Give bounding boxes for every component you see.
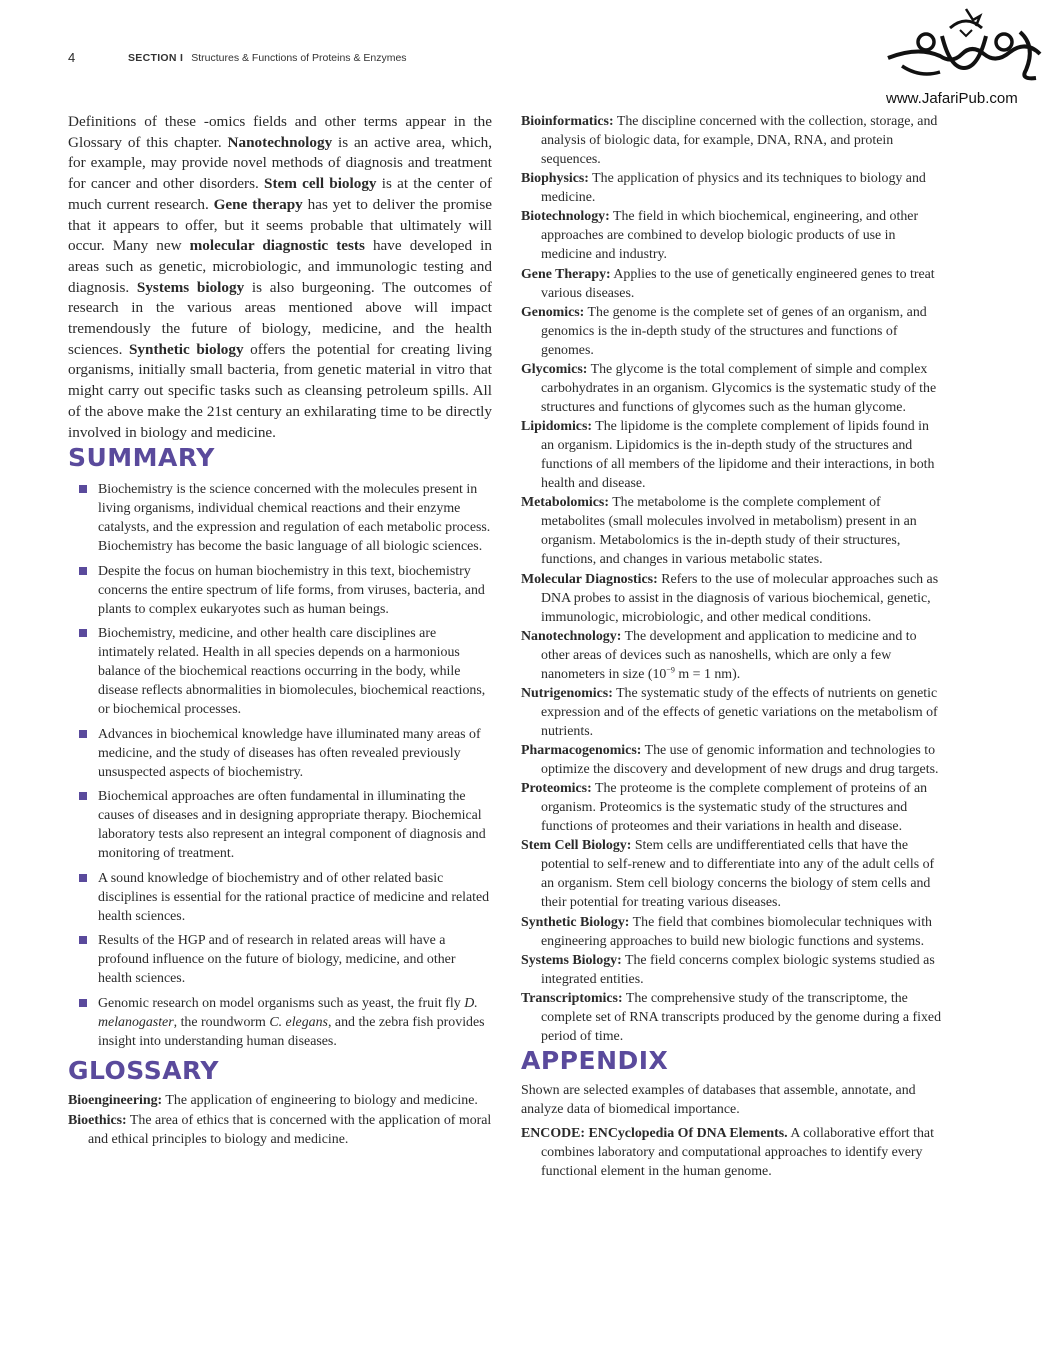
glossary-term: Metabolomics: (521, 495, 609, 511)
glossary-definition: The systematic study of the effects of nutrients on genetic expression and of the effects of genetic variations on the metabolism of nutrients. (541, 685, 938, 739)
right-column (521, 112, 945, 1181)
glossary-term: Synthetic Biology: (521, 914, 630, 930)
glossary-entry (521, 951, 945, 989)
glossary-entry (521, 627, 945, 684)
glossary-entry (521, 989, 945, 1046)
glossary-entry (521, 779, 945, 836)
glossary-definition: The field that combines biomolecular techniques with engineering approaches to build new biologic functions and systems. (541, 914, 933, 949)
square-bullet-icon (79, 792, 87, 800)
glossary-entry (521, 836, 945, 912)
glossary-definition-tail: m = 1 nm). (674, 666, 741, 682)
glossary-definition: The lipidome is the complete complement of lipids found in an organism. Lipidomics is the in-depth study of the structures and functions of all members of the lipidome and their interactions, in both health and disease. (541, 419, 935, 492)
square-bullet-icon (79, 485, 87, 493)
glossary-term: Bioinformatics: (521, 114, 614, 129)
glossary-term: Gene Therapy: (521, 266, 611, 282)
bold-term: Stem cell biology (264, 175, 377, 193)
publisher-logo (880, 6, 1050, 106)
glossary-term: Bioethics: (68, 1112, 127, 1128)
glossary-definition: The discipline concerned with the collection, storage, and analysis of biologic data, for example, DNA, RNA, and protein sequences. (541, 114, 938, 167)
glossary-term: Lipidomics: (521, 419, 593, 435)
appendix-entries (521, 1124, 945, 1181)
left-column (68, 112, 492, 1149)
summary-item (68, 869, 492, 926)
glossary-definition: Stem cells are undifferentiated cells that have the potential to self-renew and to differentiate into any of the adult cells of an organism. Stem cell biology concerns the biology of stem cells and their potential for treating various diseases. (541, 838, 935, 911)
bold-term: molecular diagnostic tests (189, 237, 365, 255)
text-run: have developed in areas such as genetic, microbiologic, and immunologic testing and diagnosis. (68, 237, 492, 296)
glossary-term: Nanotechnology: (521, 628, 622, 644)
glossary-definition: A collaborative effort that combines laboratory and computational approaches to identify every functional element in the human genome. (541, 1126, 934, 1180)
text-run: Advances in biochemical knowledge have illuminated many areas of medicine, and the study of diseases has often revealed previously unsuspected aspects of biochemistry. (98, 726, 481, 780)
glossary-term: Transcriptomics: (521, 991, 623, 1006)
glossary-definition: The use of genomic information and technologies to optimize the discovery and development of new drugs and drug targets. (541, 743, 939, 778)
glossary-term: Systems Biology: (521, 952, 622, 968)
glossary-entry (521, 741, 945, 779)
bold-term: Nanotechnology (227, 133, 333, 151)
glossary-entries-right (521, 112, 945, 1046)
glossary-entry (521, 207, 945, 264)
appendix-intro: Shown are selected examples of databases that assemble, annotate, and analyze data of biomedical importance. (521, 1083, 916, 1118)
text-run: A sound knowledge of biochemistry and of other related basic disciplines is essential for the rational practice of medicine and related health sciences. (98, 870, 490, 924)
text-run: , and the zebra fish provides insight into understanding human diseases. (98, 1014, 485, 1049)
glossary-definition: The proteome is the complete complement of proteins of an organism. Proteomics is the systematic study of the structures and functions of proteomes and their variations in health and disease. (541, 781, 928, 835)
square-bullet-icon (79, 936, 87, 944)
square-bullet-icon (79, 999, 87, 1007)
glossary-term: Genomics: (521, 304, 585, 320)
glossary-definition: The metabolome is the complete complement of metabolites (small molecules involved in metabolism) present in an organism. Metabolomics is the in-depth study of their structures, functions, and changes in various metabolic states. (541, 495, 917, 568)
running-header (128, 52, 407, 64)
summary-heading: SUMMARY (68, 443, 215, 473)
summary-item (68, 787, 492, 863)
glossary-definition: Applies to the use of genetically engineered genes to treat various diseases. (541, 266, 935, 301)
summary-item (68, 931, 492, 988)
glossary-term: Molecular Diagnostics: (521, 571, 658, 587)
glossary-entry (521, 360, 945, 417)
glossary-entry (521, 913, 945, 951)
text-run: offers the potential for creating living organisms, initially small bacteria, from genetic material in vitro that might carry out specific tasks such as cleansing petroleum spills. All of the above make the 21st century an exhilarating time to be directly involved in biology and medicine. (68, 340, 492, 441)
summary-item (68, 624, 492, 719)
glossary-definition: The glycome is the total complement of simple and complex carbohydrates in an organism. Glycomics is the systematic study of the structures and functions of glycomes such as the human glycome. (541, 361, 937, 415)
glossary-entry (521, 169, 945, 207)
appendix-heading: APPENDIX (521, 1046, 669, 1076)
page-number: 4 (68, 50, 76, 65)
text-run: Despite the focus on human biochemistry in this text, biochemistry concerns the entire spectrum of life forms, from viruses, bacteria, and plants to complex eukaryotes such as human beings. (98, 563, 485, 617)
glossary-entry (521, 493, 945, 569)
text-run: Results of the HGP and of research in related areas will have a profound influence on the future of biology, medicine, and other health sciences. (98, 933, 456, 987)
summary-item (68, 994, 492, 1051)
glossary-heading: GLOSSARY (68, 1056, 220, 1086)
summary-item (68, 562, 492, 619)
bold-term: Systems biology (136, 278, 245, 296)
section-label: SECTION I (128, 52, 184, 64)
text-run: has yet to deliver the promise that it appears to offer, but it seems probable that ultimately will occur. Many new (68, 195, 492, 255)
glossary-term: Biotechnology: (521, 209, 610, 225)
text-run: Biochemistry is the science concerned with the molecules present in living organisms, individual chemical reactions and their enzyme catalysts, and the expression and regulation of each metabolic process. Biochemistry has become the basic language of all biologic sciences. (98, 482, 491, 555)
text-run: Definitions of these -omics fields and other terms appear in the Glossary of this chapter. (68, 113, 492, 151)
glossary-entry (521, 265, 945, 303)
italic-text: D. melanogaster (98, 995, 478, 1030)
summary-item (68, 480, 492, 556)
glossary-term: Biophysics: (521, 171, 589, 187)
glossary-entry (68, 1091, 492, 1110)
italic-text: C. elegans (269, 1014, 328, 1030)
text-run: is at the center of much current research. (68, 175, 493, 213)
glossary-definition: The comprehensive study of the transcriptome, the complete set of RNA transcripts produced by the genome during a fixed period of time. (541, 991, 942, 1044)
glossary-definition: The application of physics and its techniques to biology and medicine. (541, 171, 926, 206)
text-run: Biochemical approaches are often fundamental in illuminating the causes of diseases and in designing appropriate therapy. Biochemical laboratory tests also represent an integral component of diagnosis and monitoring of treatment. (98, 789, 486, 862)
glossary-entries-left (68, 1091, 492, 1149)
calligraphy-logo-icon (880, 6, 1050, 90)
glossary-entry (521, 684, 945, 741)
glossary-entry (521, 417, 945, 493)
glossary-definition: The field in which biochemical, engineering, and other approaches are combined to develop biologic products of use in medicine and industry. (541, 209, 919, 263)
glossary-term: Bioengineering: (68, 1093, 163, 1109)
text-run: , the roundworm (173, 1014, 270, 1030)
glossary-entry (521, 303, 945, 360)
square-bullet-icon (79, 629, 87, 637)
glossary-term: Stem Cell Biology: (521, 838, 632, 854)
glossary-term: Nutrigenomics: (521, 685, 613, 701)
text-run: Genomic research on model organisms such as yeast, the fruit fly (98, 995, 465, 1011)
bold-term: Synthetic biology (128, 340, 244, 358)
glossary-term: Glycomics: (521, 361, 588, 377)
glossary-definition: The genome is the complete set of genes of an organism, and genomics is the in-depth study of the structures and functions of genomes. (541, 304, 927, 358)
square-bullet-icon (79, 567, 87, 575)
summary-item (68, 725, 492, 782)
square-bullet-icon (79, 730, 87, 738)
glossary-term: Pharmacogenomics: (521, 743, 642, 759)
bold-term: Gene therapy (213, 195, 303, 213)
square-bullet-icon (79, 874, 87, 882)
glossary-term: Proteomics: (521, 781, 592, 797)
glossary-definition: The development and application to medicine and to other areas of devices such as nanoshells, which are only a few nanometers in size (10 (541, 628, 917, 682)
glossary-definition: The application of engineering to biology and medicine. (165, 1093, 478, 1109)
glossary-definition: Refers to the use of molecular approaches such as DNA probes to assist in the diagnosis of various biochemical, genetic, immunologic, microbiologic, and other medical conditions. (541, 571, 939, 625)
glossary-entry (521, 112, 945, 169)
section-title: Structures & Functions of Proteins & Enzymes (191, 52, 407, 64)
text-run: is an active area, which, for example, may provide novel methods of diagnosis and treatment for cancer and other disorders. (68, 133, 492, 193)
glossary-definition: The field concerns complex biologic systems studied as integrated entities. (541, 952, 935, 987)
summary-list (68, 480, 492, 1051)
exponent: −9 (666, 665, 675, 675)
glossary-term: ENCODE: ENCyclopedia Of DNA Elements. (521, 1126, 788, 1142)
intro-paragraph (68, 112, 492, 443)
glossary-entry (521, 570, 945, 627)
glossary-entry (521, 1124, 945, 1181)
text-run: is also burgeoning. The outcomes of research in the various areas mentioned above will impact tremendously the future of biology, medicine, and the health sciences. (68, 278, 492, 358)
glossary-entry (68, 1111, 492, 1149)
publisher-url: www.JafariPub.com (886, 90, 1018, 107)
text-run: Biochemistry, medicine, and other health care disciplines are intimately related. Health in all species depends on a harmonious balance of the biochemical reactions occurring in the body, while disease reflects abnormalities in biomolecules, biochemical reactions, or biochemical processes. (98, 626, 486, 718)
glossary-definition: The area of ethics that is concerned with the application of moral and ethical principles to biology and medicine. (88, 1112, 492, 1147)
